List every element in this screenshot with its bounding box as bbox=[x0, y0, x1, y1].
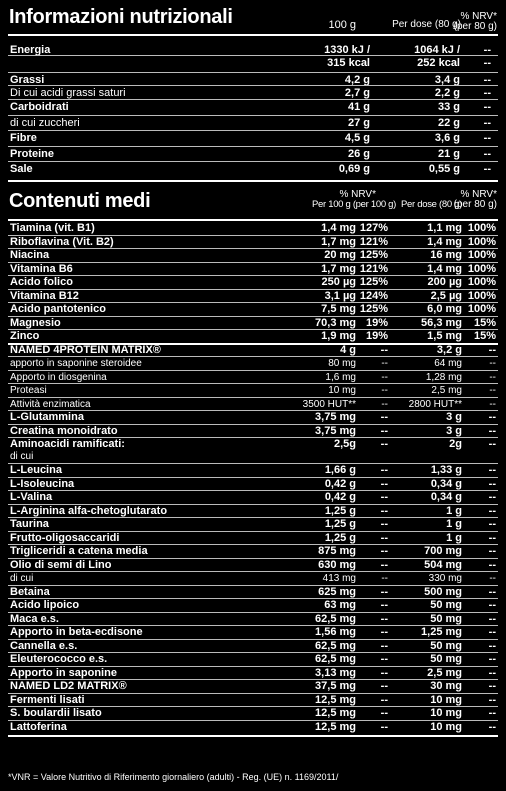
cell-dose: 330 mg bbox=[428, 573, 462, 584]
cell-label-sub: di cui bbox=[10, 451, 34, 462]
cell-v100: 1,4 mg bbox=[321, 222, 356, 234]
cell-dose: 1 g bbox=[446, 518, 462, 530]
section2-top-rule bbox=[8, 219, 498, 221]
cell-label: Olio di semi di Lino bbox=[10, 558, 112, 571]
cell-n100: -- bbox=[380, 531, 388, 544]
cell-nrv: -- bbox=[488, 612, 496, 625]
row-rule bbox=[8, 316, 498, 317]
cell-v100: 3,13 mg bbox=[315, 666, 356, 679]
cell-n100: -- bbox=[380, 411, 388, 423]
cell-label: S. boulardii lisato bbox=[10, 707, 102, 719]
cell-v100: 3,75 mg bbox=[315, 424, 356, 437]
cell-v100: 62,5 mg bbox=[315, 639, 356, 652]
row-rule bbox=[8, 517, 498, 518]
cell-n100: -- bbox=[380, 477, 388, 490]
cell-label: Attività enzimatica bbox=[10, 398, 91, 410]
row-rule bbox=[8, 410, 498, 411]
cell-dose: 1,4 mg bbox=[427, 262, 462, 275]
cell-v100: 12,5 mg bbox=[315, 720, 356, 733]
cell-dose: 0,55 g bbox=[428, 163, 460, 175]
cell-v100: 12,5 mg bbox=[315, 707, 356, 719]
cell-dose: 30 mg bbox=[430, 680, 462, 692]
cell-label: Lattoferina bbox=[10, 720, 67, 733]
row-rule bbox=[8, 235, 498, 236]
cell-v100: 4,2 g bbox=[344, 74, 370, 86]
cell-v100: 2,7 g bbox=[344, 87, 370, 99]
row-rule bbox=[8, 72, 498, 73]
cell-nrv: -- bbox=[488, 720, 496, 733]
row-rule bbox=[8, 666, 498, 667]
row-rule bbox=[8, 477, 498, 478]
cell-dose: 2,2 g bbox=[434, 87, 460, 99]
cell-n100: -- bbox=[380, 504, 388, 517]
row-rule bbox=[8, 302, 498, 303]
cell-nrv: -- bbox=[483, 117, 491, 129]
cell-nrv: -- bbox=[488, 653, 496, 665]
cell-nrv: -- bbox=[488, 639, 496, 652]
row-rule bbox=[8, 679, 498, 680]
cell-v100: 62,5 mg bbox=[315, 612, 356, 625]
cell-dose: 2g bbox=[449, 438, 462, 450]
cell-v100: 1,56 mg bbox=[315, 626, 356, 638]
cell-nrv: -- bbox=[488, 411, 496, 423]
cell-v100: 413 mg bbox=[322, 573, 356, 584]
cell-nrv: 100% bbox=[467, 276, 496, 288]
cell-label: Acido folico bbox=[10, 276, 73, 288]
cell-dose: 500 mg bbox=[424, 585, 462, 598]
row-rule bbox=[8, 598, 498, 599]
row-rule bbox=[8, 130, 498, 131]
row-rule bbox=[8, 85, 498, 86]
cell-v100: 41 g bbox=[347, 101, 370, 113]
cell-n100: -- bbox=[381, 573, 388, 584]
cell-label: L-Leucina bbox=[10, 464, 62, 476]
cell-label: Creatina monoidrato bbox=[10, 424, 118, 437]
cell-label: Acido lipoico bbox=[10, 599, 80, 611]
cell-v100: 63 mg bbox=[324, 599, 356, 611]
cell-dose: 0,34 g bbox=[430, 477, 462, 490]
cell-label: Di cui acidi grassi saturi bbox=[10, 87, 126, 99]
cell-n100: -- bbox=[380, 680, 388, 692]
cell-v100: 3500 HUT** bbox=[302, 398, 356, 410]
row-rule bbox=[8, 383, 498, 384]
cell-dose: 2,5 mg bbox=[427, 666, 462, 679]
cell-dose: 2800 HUT** bbox=[408, 398, 462, 410]
cell-n100: -- bbox=[380, 693, 388, 706]
cell-v100: 1,9 mg bbox=[321, 330, 356, 342]
cell-dose: 252 kcal bbox=[417, 57, 460, 69]
col-nrv-sub-header2: (per 80 g) bbox=[453, 199, 497, 210]
cell-n100: -- bbox=[380, 491, 388, 503]
cell-n100: -- bbox=[381, 398, 388, 410]
cell-n100: 19% bbox=[365, 316, 388, 329]
row-rule bbox=[8, 289, 498, 290]
cell-dose: 6,0 mg bbox=[427, 303, 462, 315]
cell-n100: 124% bbox=[359, 289, 388, 302]
cell-v100: 7,5 mg bbox=[321, 303, 356, 315]
cell-dose: 1 g bbox=[446, 531, 462, 544]
cell-v100: 20 mg bbox=[324, 249, 356, 261]
cell-n100: -- bbox=[380, 424, 388, 437]
row-rule bbox=[8, 55, 498, 56]
cell-n100: 125% bbox=[359, 249, 388, 261]
cell-label: Grassi bbox=[10, 74, 45, 86]
cell-nrv: 100% bbox=[467, 262, 496, 275]
cell-n100: -- bbox=[380, 707, 388, 719]
row-rule bbox=[8, 693, 498, 694]
cell-label: Sale bbox=[10, 163, 33, 175]
cell-n100: -- bbox=[380, 558, 388, 571]
cell-dose: 0,34 g bbox=[430, 491, 462, 503]
cell-dose: 10 mg bbox=[430, 720, 462, 733]
cell-dose: 3,6 g bbox=[434, 132, 460, 144]
cell-label: Trigliceridi a catena media bbox=[10, 545, 148, 557]
cell-dose: 3 g bbox=[446, 411, 462, 423]
cell-nrv: -- bbox=[488, 491, 496, 503]
cell-nrv: 100% bbox=[467, 222, 496, 234]
cell-nrv: -- bbox=[488, 599, 496, 611]
cell-dose: 2,5 µg bbox=[430, 289, 462, 302]
cell-dose: 50 mg bbox=[430, 612, 462, 625]
cell-n100: -- bbox=[381, 385, 388, 396]
row-rule bbox=[8, 397, 498, 398]
section2-title: Contenuti medi bbox=[9, 190, 151, 212]
cell-nrv: -- bbox=[488, 680, 496, 692]
cell-dose: 504 mg bbox=[424, 558, 462, 571]
cell-nrv: -- bbox=[489, 385, 496, 396]
cell-n100: -- bbox=[380, 343, 388, 356]
section1-top-rule bbox=[8, 34, 498, 36]
cell-nrv: -- bbox=[488, 585, 496, 598]
cell-v100: 62,5 mg bbox=[315, 653, 356, 665]
col-dose-header2: Per dose (80 g) bbox=[401, 199, 462, 210]
cell-nrv: -- bbox=[488, 518, 496, 530]
cell-n100: -- bbox=[380, 612, 388, 625]
cell-v100: 1,6 mg bbox=[325, 371, 356, 383]
cell-label: Tiamina (vit. B1) bbox=[10, 222, 95, 234]
cell-nrv: -- bbox=[488, 693, 496, 706]
row-rule bbox=[8, 531, 498, 532]
cell-label: Taurina bbox=[10, 518, 49, 530]
cell-n100: -- bbox=[380, 666, 388, 679]
cell-label: L-Valina bbox=[10, 491, 53, 503]
row-rule bbox=[8, 115, 498, 116]
cell-n100: -- bbox=[380, 626, 388, 638]
cell-nrv: -- bbox=[483, 101, 491, 113]
col-dose-header: Per dose (80 g) bbox=[392, 19, 461, 30]
cell-dose: 1064 kJ / bbox=[414, 44, 460, 56]
cell-nrv: 100% bbox=[467, 235, 496, 248]
cell-v100: 4,5 g bbox=[344, 132, 370, 144]
cell-v100: 625 mg bbox=[318, 585, 356, 598]
cell-n100: -- bbox=[380, 585, 388, 598]
cell-label: L-Isoleucina bbox=[10, 477, 75, 490]
cell-dose: 700 mg bbox=[424, 545, 462, 557]
cell-label: L-Glutammina bbox=[10, 411, 84, 423]
cell-nrv: -- bbox=[483, 44, 491, 56]
cell-label: di cui zuccheri bbox=[10, 117, 80, 129]
row-rule bbox=[8, 652, 498, 653]
cell-v100: 875 mg bbox=[318, 545, 356, 557]
cell-nrv: -- bbox=[488, 558, 496, 571]
cell-dose: 1,4 mg bbox=[427, 235, 462, 248]
cell-nrv: -- bbox=[489, 573, 496, 584]
cell-n100: -- bbox=[380, 545, 388, 557]
cell-label: Proteine bbox=[10, 148, 55, 160]
cell-nrv: 100% bbox=[467, 289, 496, 302]
cell-v100: 3,1 µg bbox=[324, 289, 356, 302]
cell-n100: -- bbox=[381, 371, 388, 383]
row-rule bbox=[8, 343, 498, 345]
cell-label: NAMED LD2 MATRIX® bbox=[10, 680, 127, 692]
section1-title: Informazioni nutrizionali bbox=[9, 6, 233, 28]
cell-n100: -- bbox=[381, 358, 388, 369]
cell-nrv: 15% bbox=[473, 316, 496, 329]
cell-nrv: -- bbox=[488, 464, 496, 476]
cell-nrv: -- bbox=[488, 477, 496, 490]
cell-n100: 19% bbox=[365, 330, 388, 342]
cell-dose: 1 g bbox=[446, 504, 462, 517]
cell-label: Acido pantotenico bbox=[10, 303, 106, 315]
cell-v100: 2,5g bbox=[333, 438, 356, 450]
cell-label: Magnesio bbox=[10, 316, 61, 329]
cell-nrv: -- bbox=[488, 626, 496, 638]
row-rule bbox=[8, 463, 498, 464]
cell-nrv: -- bbox=[488, 504, 496, 517]
cell-label: Energia bbox=[10, 44, 51, 56]
cell-label: Proteasi bbox=[10, 385, 47, 396]
cell-label: di cui bbox=[10, 573, 34, 584]
col-100g-header: 100 g bbox=[328, 19, 356, 31]
row-rule bbox=[8, 504, 498, 505]
row-rule bbox=[8, 275, 498, 276]
section-divider bbox=[8, 180, 498, 182]
cell-v100: 37,5 mg bbox=[315, 680, 356, 692]
cell-nrv: -- bbox=[488, 707, 496, 719]
cell-nrv: -- bbox=[488, 424, 496, 437]
cell-nrv: -- bbox=[483, 148, 491, 160]
cell-label: Fermenti lisati bbox=[10, 693, 85, 706]
cell-n100: -- bbox=[380, 599, 388, 611]
cell-dose: 3,2 g bbox=[436, 343, 462, 356]
row-rule bbox=[8, 262, 498, 263]
cell-v100: 250 µg bbox=[321, 276, 356, 288]
cell-label: Aminoacidi ramificati: bbox=[10, 438, 125, 450]
row-rule bbox=[8, 585, 498, 586]
cell-dose: 50 mg bbox=[430, 599, 462, 611]
cell-nrv: -- bbox=[489, 371, 496, 383]
cell-n100: -- bbox=[380, 518, 388, 530]
table-bottom-rule bbox=[8, 735, 498, 737]
cell-v100: 4 g bbox=[340, 343, 356, 356]
cell-nrv: -- bbox=[488, 666, 496, 679]
cell-dose: 1,5 mg bbox=[427, 330, 462, 342]
cell-dose: 1,1 mg bbox=[427, 222, 462, 234]
row-rule bbox=[8, 370, 498, 371]
cell-v100: 1,25 g bbox=[324, 531, 356, 544]
row-rule bbox=[8, 424, 498, 425]
cell-label: Zinco bbox=[10, 330, 40, 342]
cell-dose: 10 mg bbox=[430, 707, 462, 719]
cell-dose: 3,4 g bbox=[434, 74, 460, 86]
row-rule bbox=[8, 437, 498, 438]
row-rule bbox=[8, 161, 498, 162]
row-rule bbox=[8, 329, 498, 330]
cell-v100: 10 mg bbox=[328, 385, 356, 396]
cell-label: Fibre bbox=[10, 132, 37, 144]
cell-label: Apporto in diosgenina bbox=[10, 371, 107, 383]
cell-v100: 0,69 g bbox=[338, 163, 370, 175]
row-rule bbox=[8, 571, 498, 572]
cell-label: Frutto-oligosaccaridi bbox=[10, 531, 120, 544]
row-rule bbox=[8, 146, 498, 147]
cell-n100: -- bbox=[380, 720, 388, 733]
row-rule bbox=[8, 356, 498, 357]
cell-label: apporto in saponine steroidee bbox=[10, 358, 142, 369]
cell-nrv: -- bbox=[488, 531, 496, 544]
cell-label: Vitamina B6 bbox=[10, 262, 73, 275]
col-nrv-header: % NRV* bbox=[460, 11, 497, 22]
cell-dose: 50 mg bbox=[430, 639, 462, 652]
cell-dose: 56,3 mg bbox=[421, 316, 462, 329]
cell-v100: 1,25 g bbox=[324, 518, 356, 530]
cell-dose: 22 g bbox=[437, 117, 460, 129]
col-nrv-sub-header: (per 80 g) bbox=[453, 21, 497, 32]
cell-label: Maca e.s. bbox=[10, 612, 59, 625]
cell-n100: 125% bbox=[359, 276, 388, 288]
row-rule bbox=[8, 612, 498, 613]
col-nrv100-header: % NRV* bbox=[339, 189, 376, 200]
cell-v100: 315 kcal bbox=[327, 57, 370, 69]
cell-n100: -- bbox=[380, 438, 388, 450]
cell-dose: 1,28 mg bbox=[425, 371, 462, 383]
cell-n100: -- bbox=[380, 464, 388, 476]
cell-n100: 127% bbox=[359, 222, 388, 234]
cell-dose: 10 mg bbox=[430, 693, 462, 706]
cell-nrv: -- bbox=[483, 57, 491, 69]
row-rule bbox=[8, 99, 498, 100]
cell-dose: 3 g bbox=[446, 424, 462, 437]
cell-dose: 50 mg bbox=[430, 653, 462, 665]
cell-v100: 26 g bbox=[347, 148, 370, 160]
cell-dose: 21 g bbox=[437, 148, 460, 160]
cell-v100: 1,25 g bbox=[324, 504, 356, 517]
cell-label: Carboidrati bbox=[10, 101, 69, 113]
cell-nrv: -- bbox=[488, 545, 496, 557]
col-100g-header2: Per 100 g (per 100 g) bbox=[311, 199, 396, 210]
cell-nrv: -- bbox=[488, 343, 496, 356]
cell-n100: 121% bbox=[359, 262, 388, 275]
cell-nrv: 100% bbox=[467, 303, 496, 315]
cell-dose: 1,25 mg bbox=[421, 626, 462, 638]
cell-v100: 1,7 mg bbox=[321, 235, 356, 248]
cell-nrv: -- bbox=[489, 358, 496, 369]
row-rule bbox=[8, 625, 498, 626]
cell-v100: 630 mg bbox=[318, 558, 356, 571]
cell-dose: 16 mg bbox=[430, 249, 462, 261]
cell-v100: 1330 kJ / bbox=[324, 44, 370, 56]
row-rule bbox=[8, 720, 498, 721]
cell-label: Riboflavina (Vit. B2) bbox=[10, 235, 114, 248]
cell-nrv: -- bbox=[483, 74, 491, 86]
cell-nrv: -- bbox=[488, 438, 496, 450]
row-rule bbox=[8, 490, 498, 491]
cell-n100: 125% bbox=[359, 303, 388, 315]
cell-nrv: 100% bbox=[467, 249, 496, 261]
row-rule bbox=[8, 248, 498, 249]
cell-v100: 0,42 g bbox=[324, 491, 356, 503]
cell-label: Vitamina B12 bbox=[10, 289, 79, 302]
cell-label: Niacina bbox=[10, 249, 50, 261]
cell-v100: 3,75 mg bbox=[315, 411, 356, 423]
cell-v100: 1,7 mg bbox=[321, 262, 356, 275]
cell-label: Apporto in beta-ecdisone bbox=[10, 626, 143, 638]
cell-nrv: -- bbox=[483, 163, 491, 175]
cell-label: L-Arginina alfa-chetoglutarato bbox=[10, 504, 168, 517]
cell-v100: 80 mg bbox=[328, 358, 356, 369]
row-rule bbox=[8, 706, 498, 707]
cell-n100: 121% bbox=[359, 235, 388, 248]
row-rule bbox=[8, 639, 498, 640]
cell-label: Apporto in saponine bbox=[10, 666, 117, 679]
cell-dose: 200 µg bbox=[427, 276, 462, 288]
cell-dose: 64 mg bbox=[434, 358, 462, 369]
cell-v100: 70,3 mg bbox=[315, 316, 356, 329]
cell-label: Cannella e.s. bbox=[10, 639, 78, 652]
cell-label: Betaina bbox=[10, 585, 50, 598]
cell-v100: 27 g bbox=[347, 117, 370, 129]
cell-v100: 1,66 g bbox=[324, 464, 356, 476]
cell-label: NAMED 4PROTEIN MATRIX® bbox=[10, 343, 161, 356]
cell-nrv: 15% bbox=[473, 330, 496, 342]
footnote: *VNR = Valore Nutritivo di Riferimento giornaliero (adulti) - Reg. (UE) n. 1169/2011/ bbox=[8, 772, 339, 782]
cell-dose: 1,33 g bbox=[430, 464, 462, 476]
cell-dose: 2,5 mg bbox=[431, 385, 462, 396]
cell-nrv: -- bbox=[483, 87, 491, 99]
cell-v100: 12,5 mg bbox=[315, 693, 356, 706]
cell-v100: 0,42 g bbox=[324, 477, 356, 490]
cell-nrv: -- bbox=[489, 398, 496, 410]
row-rule bbox=[8, 558, 498, 559]
cell-n100: -- bbox=[380, 639, 388, 652]
row-rule bbox=[8, 544, 498, 545]
cell-dose: 33 g bbox=[437, 101, 460, 113]
cell-nrv: -- bbox=[483, 132, 491, 144]
col-nrv-header2: % NRV* bbox=[460, 189, 497, 200]
cell-n100: -- bbox=[380, 653, 388, 665]
cell-label: Eleuterococco e.s. bbox=[10, 653, 108, 665]
